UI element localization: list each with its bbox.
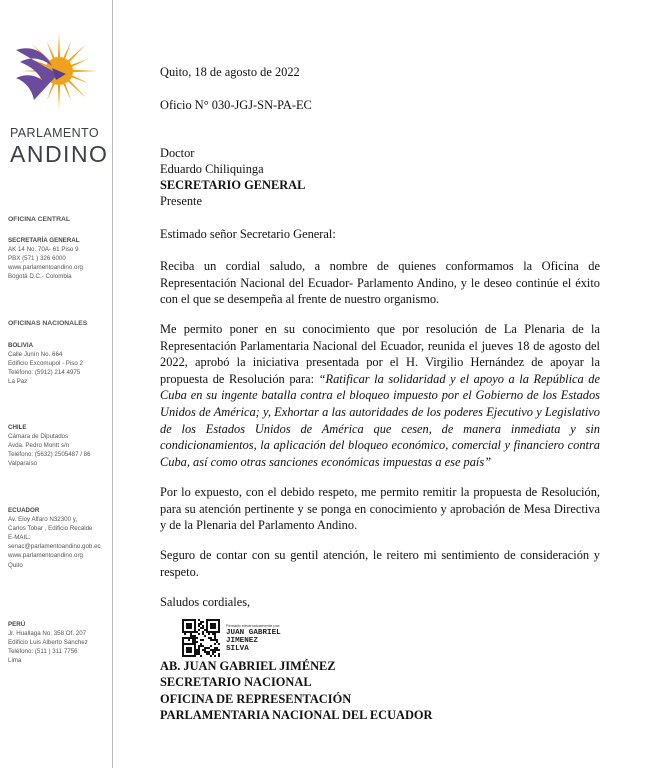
qr-cell	[210, 649, 212, 651]
address-line: Bogotá D.C.- Colombia	[8, 273, 72, 281]
qr-cell	[188, 639, 190, 641]
qr-cell	[198, 629, 200, 631]
qr-cell	[214, 635, 216, 637]
qr-cell	[196, 649, 198, 651]
logo-sun-ray	[67, 44, 86, 63]
address-line: La Paz	[8, 378, 28, 386]
qr-cell	[188, 651, 190, 653]
qr-cell	[212, 653, 214, 655]
qr-cell	[190, 655, 192, 657]
qr-cell	[210, 619, 212, 621]
paragraph-greeting: Reciba un cordial saludo, a nombre de quienes conformamos la Oficina de Representación Nacional del Ecuador- Parlamento Andino, y le deseo continúe el éxito con el que se desempeña al frente de nuestro organismo.	[160, 259, 600, 307]
address-line: www.parlamentoandino.org	[8, 264, 83, 272]
qr-cell	[216, 619, 218, 621]
qr-cell	[186, 649, 188, 651]
qr-cell	[184, 633, 186, 635]
qr-cell	[184, 643, 186, 645]
qr-cell	[182, 651, 184, 653]
qr-cell	[206, 631, 208, 633]
qr-cell	[202, 627, 204, 629]
letterhead-sidebar	[0, 0, 113, 768]
qr-cell	[202, 631, 204, 633]
address-line: senac@parlamentoandino.gob.ec	[8, 543, 101, 551]
qr-cell	[186, 623, 188, 625]
qr-cell	[212, 639, 214, 641]
qr-cell	[182, 641, 184, 643]
qr-cell	[214, 623, 216, 625]
esignature-name-line: JIMENEZ	[226, 637, 258, 645]
qr-cell	[190, 635, 192, 637]
qr-cell	[198, 623, 200, 625]
address-line: Edificio Excomupol - Piso 2	[8, 360, 83, 368]
qr-cell	[198, 649, 200, 651]
qr-cell	[186, 625, 188, 627]
qr-cell	[194, 621, 196, 623]
qr-cell	[200, 621, 202, 623]
qr-cell	[214, 633, 216, 635]
esignature-name-line: SILVA	[226, 645, 249, 653]
qr-cell	[196, 641, 198, 643]
qr-cell	[200, 639, 202, 641]
qr-cell	[190, 627, 192, 629]
qr-cell	[206, 619, 208, 621]
qr-cell	[190, 651, 192, 653]
qr-cell	[212, 625, 214, 627]
qr-cell	[194, 649, 196, 651]
qr-cell	[190, 649, 192, 651]
qr-cell	[182, 629, 184, 631]
recipient-name: Eduardo Chiliquinga	[160, 162, 264, 176]
address-line: Valparaíso	[8, 460, 38, 468]
qr-cell	[214, 643, 216, 645]
qr-cell	[212, 633, 214, 635]
paragraph-request: Por lo expuesto, con el debido respeto, me permito remitir la propuesta de Resolución, para su atención pertinente y se ponga en conocimiento y aprobación de Mesa Directiva y de la Plenaria del Parlamento Andino.	[160, 485, 600, 533]
qr-cell	[194, 653, 196, 655]
qr-cell	[216, 647, 218, 649]
qr-cell	[190, 631, 192, 633]
qr-cell	[214, 647, 216, 649]
qr-cell	[188, 619, 190, 621]
qr-cell	[192, 637, 194, 639]
qr-cell	[216, 641, 218, 643]
qr-cell	[208, 651, 210, 653]
logo-purple-wing	[16, 48, 58, 100]
qr-cell	[182, 619, 184, 621]
qr-cell	[218, 619, 220, 621]
qr-cell	[182, 625, 184, 627]
qr-cell	[194, 655, 196, 657]
logo-sun-ray	[58, 83, 60, 109]
qr-cell	[214, 639, 216, 641]
qr-cell	[194, 631, 196, 633]
qr-cell	[182, 649, 184, 651]
qr-cell	[218, 631, 220, 633]
qr-cell	[194, 623, 196, 625]
esignature-note: Firmado electrónicamente por:	[226, 623, 281, 628]
qr-cell	[188, 643, 190, 645]
qr-cell	[194, 645, 196, 647]
qr-cell	[184, 631, 186, 633]
address-line: Quito	[8, 561, 23, 569]
ecuador-address	[8, 506, 112, 570]
letter-date: Quito, 18 de agosto de 2022	[160, 65, 300, 79]
qr-code-icon	[182, 619, 220, 657]
qr-cell	[190, 637, 192, 639]
qr-cell	[188, 649, 190, 651]
qr-cell	[200, 627, 202, 629]
qr-cell	[186, 655, 188, 657]
national-offices-heading: OFICINAS NACIONALES	[8, 320, 88, 327]
qr-cell	[188, 655, 190, 657]
address-line: Jr. Huallaga No. 358 Of. 207	[8, 630, 87, 638]
qr-cell	[210, 623, 212, 625]
secretaria-address	[8, 236, 112, 281]
closing-line: Saludos cordiales,	[160, 595, 251, 609]
logo-sun-ray	[71, 70, 97, 72]
qr-cell	[196, 651, 198, 653]
qr-cell	[202, 649, 204, 651]
qr-cell	[194, 625, 196, 627]
qr-cell	[202, 639, 204, 641]
qr-cell	[200, 623, 202, 625]
paragraph-resolution	[160, 321, 600, 470]
parlamento-andino-logo	[12, 28, 102, 120]
qr-cell	[212, 619, 214, 621]
signer-office-cont: PARLAMENTARIA NACIONAL DEL ECUADOR	[160, 708, 433, 723]
qr-cell	[194, 643, 196, 645]
qr-cell	[186, 643, 188, 645]
qr-cell	[218, 629, 220, 631]
signer-office: OFICINA DE REPRESENTACIÓN	[160, 691, 352, 706]
qr-cell	[214, 619, 216, 621]
qr-cell	[208, 653, 210, 655]
qr-cell	[206, 625, 208, 627]
qr-cell	[206, 647, 208, 649]
qr-cell	[204, 651, 206, 653]
qr-cell	[206, 629, 208, 631]
bolivia-address	[8, 341, 112, 386]
qr-cell	[198, 653, 200, 655]
qr-cell	[200, 645, 202, 647]
bolivia-title: BOLIVIA	[8, 342, 34, 349]
address-line: E-MAIL:	[8, 534, 31, 542]
qr-cell	[212, 627, 214, 629]
qr-cell	[182, 639, 184, 641]
secretaria-title: SECRETARÍA GENERAL	[8, 237, 80, 244]
qr-cell	[194, 647, 196, 649]
qr-cell	[192, 643, 194, 645]
qr-cell	[186, 627, 188, 629]
qr-cell	[194, 635, 196, 637]
address-line: Calle Junín No. 664	[8, 351, 63, 359]
qr-cell	[210, 645, 212, 647]
qr-cell	[214, 631, 216, 633]
qr-cell	[218, 655, 220, 657]
address-line: PBX (571 ) 326 6000	[8, 255, 66, 263]
qr-cell	[190, 643, 192, 645]
qr-cell	[194, 641, 196, 643]
qr-cell	[200, 643, 202, 645]
address-line: Avda. Pedro Montt s/n	[8, 442, 70, 450]
address-line: AK 14 No. 70A- 61 Piso 9	[8, 246, 79, 254]
qr-cell	[198, 619, 200, 621]
qr-cell	[182, 627, 184, 629]
qr-cell	[202, 625, 204, 627]
qr-cell	[190, 623, 192, 625]
qr-cell	[214, 627, 216, 629]
qr-cell	[210, 625, 212, 627]
qr-cell	[204, 629, 206, 631]
signature-block	[160, 658, 433, 724]
qr-cell	[190, 633, 192, 635]
qr-cell	[188, 625, 190, 627]
address-line: www.parlamentoandino.org	[8, 552, 83, 560]
address-line: Cámara de Diputados	[8, 433, 69, 441]
qr-cell	[202, 633, 204, 635]
qr-cell	[182, 643, 184, 645]
qr-cell	[206, 651, 208, 653]
logo-wordmark-top: PARLAMENTO	[10, 126, 99, 140]
chile-title: CHILE	[8, 424, 27, 431]
address-line: Teléfono: (511 ) 311 7756	[8, 648, 78, 656]
qr-cell	[214, 649, 216, 651]
recipient-title: Doctor	[160, 146, 195, 160]
ecuador-title: ECUADOR	[8, 507, 40, 514]
qr-cell	[190, 625, 192, 627]
qr-cell	[218, 649, 220, 651]
qr-cell	[206, 627, 208, 629]
signer-name: AB. JUAN GABRIEL JIMÉNEZ	[160, 659, 336, 673]
qr-cell	[184, 619, 186, 621]
qr-cell	[218, 621, 220, 623]
qr-cell	[210, 637, 212, 639]
chile-address	[8, 423, 112, 468]
oficio-number: Oficio N° 030-JGJ-SN-PA-EC	[160, 98, 312, 112]
qr-cell	[182, 647, 184, 649]
qr-cell	[196, 631, 198, 633]
esignature-name	[226, 629, 281, 653]
qr-cell	[218, 623, 220, 625]
qr-cell	[184, 637, 186, 639]
qr-cell	[194, 637, 196, 639]
letter-salutation: Estimado señor Secretario General:	[160, 227, 336, 241]
address-line: Teléfono: (5912) 214 4975	[8, 369, 81, 377]
qr-cell	[194, 629, 196, 631]
qr-cell	[192, 655, 194, 657]
qr-cell	[192, 639, 194, 641]
qr-cell	[192, 619, 194, 621]
resolution-quote: “Ratificar la solidaridad y el apoyo a la República de Cuba en su ingente batalla contra el bloqueo impuesto por el Gobierno de los Estados Unidos de América; y, Exhortar a las autoridades de los poderes Ejecutivo y Legislativo de los Estados Unidos de América que cesen, de manera inmediata y sin condicionamientos, la aplicación del bloqueo económico, comercial y financiero contra Cuba, así como otras sanciones económicas impuestas a ese país”	[160, 371, 600, 469]
qr-cell	[192, 631, 194, 633]
qr-cell	[190, 647, 192, 649]
peru-address	[8, 620, 112, 665]
qr-cell	[182, 645, 184, 647]
qr-cell	[186, 637, 188, 639]
qr-cell	[204, 635, 206, 637]
signer-position: SECRETARIO NACIONAL	[160, 675, 312, 690]
qr-cell	[182, 623, 184, 625]
logo-sun-ray	[62, 41, 71, 60]
qr-cell	[218, 627, 220, 629]
qr-cell	[218, 643, 220, 645]
qr-cell	[194, 639, 196, 641]
qr-cell	[216, 631, 218, 633]
qr-cell	[216, 639, 218, 641]
qr-cell	[214, 625, 216, 627]
qr-cell	[216, 649, 218, 651]
recipient-presente: Presente	[160, 194, 202, 208]
recipient-position: SECRETARIO GENERAL	[160, 178, 306, 192]
address-line: Edificio Luis Alberto Sánchez	[8, 639, 88, 647]
qr-cell	[198, 651, 200, 653]
qr-cell	[214, 655, 216, 657]
qr-cell	[212, 631, 214, 633]
qr-cell	[210, 655, 212, 657]
qr-cell	[204, 649, 206, 651]
qr-cell	[208, 647, 210, 649]
qr-cell	[208, 631, 210, 633]
qr-cell	[184, 655, 186, 657]
qr-cell	[208, 619, 210, 621]
qr-cell	[212, 623, 214, 625]
logo-sun-ray	[67, 79, 86, 98]
qr-cell	[182, 621, 184, 623]
qr-cell	[206, 653, 208, 655]
qr-cell	[212, 651, 214, 653]
qr-cell	[198, 645, 200, 647]
qr-cell	[188, 631, 190, 633]
qr-cell	[186, 651, 188, 653]
qr-cell	[214, 637, 216, 639]
qr-cell	[208, 633, 210, 635]
paragraph-regards: Seguro de contar con su gentil atención, le reitero mi sentimiento de consideración y respeto.	[160, 548, 600, 579]
central-office-heading: OFICINA CENTRAL	[8, 216, 71, 223]
qr-cell	[206, 621, 208, 623]
qr-cell	[210, 639, 212, 641]
qr-cell	[196, 653, 198, 655]
qr-cell	[188, 647, 190, 649]
qr-cell	[212, 649, 214, 651]
qr-cell	[202, 645, 204, 647]
qr-cell	[194, 627, 196, 629]
qr-cell	[204, 647, 206, 649]
qr-cell	[198, 633, 200, 635]
resolution-intro: Me permito poner en su conocimiento que por resolución de La Plenaria de la Representación Parlamentaria Nacional del Ecuador, reunida el jueves 18 de agosto del 2022, aprobó la iniciativa presentada por el H. Virgilio Hernández de apoyar la propuesta de Resolución para:	[160, 322, 600, 386]
logo-sun-ray	[58, 33, 60, 59]
qr-cell	[182, 653, 184, 655]
qr-cell	[182, 637, 184, 639]
qr-cell	[218, 653, 220, 655]
qr-cell	[194, 619, 196, 621]
qr-cell	[200, 655, 202, 657]
qr-cell	[192, 635, 194, 637]
logo-wordmark-bottom: ANDINO	[10, 141, 109, 167]
qr-cell	[186, 619, 188, 621]
qr-cell	[202, 621, 204, 623]
qr-cell	[196, 637, 198, 639]
logo-sun-ray	[70, 59, 89, 68]
logo-sun-ray	[47, 41, 56, 60]
qr-cell	[214, 651, 216, 653]
esignature-name-line: JUAN GABRIEL	[226, 629, 281, 637]
qr-cell	[218, 625, 220, 627]
address-line: Carlos Tobar , Edificio Recalde	[8, 525, 93, 533]
qr-cell	[206, 623, 208, 625]
qr-cell	[192, 641, 194, 643]
qr-cell	[188, 627, 190, 629]
qr-cell	[182, 655, 184, 657]
qr-cell	[182, 631, 184, 633]
qr-cell	[186, 647, 188, 649]
qr-cell	[198, 647, 200, 649]
qr-cell	[210, 627, 212, 629]
qr-cell	[186, 631, 188, 633]
qr-cell	[198, 625, 200, 627]
qr-cell	[190, 619, 192, 621]
qr-cell	[188, 637, 190, 639]
qr-cell	[208, 637, 210, 639]
qr-cell	[188, 623, 190, 625]
logo-sun-ray	[62, 82, 71, 101]
address-line: Av. Eloy Alfaro N32300 y,	[8, 516, 78, 524]
qr-cell	[210, 631, 212, 633]
logo-sun-ray	[70, 74, 89, 83]
qr-cell	[194, 651, 196, 653]
peru-title: PERÚ	[8, 621, 26, 628]
address-line: Teléfono: (5632) 2505487 / 86	[8, 451, 91, 459]
address-line: Lima	[8, 657, 22, 665]
